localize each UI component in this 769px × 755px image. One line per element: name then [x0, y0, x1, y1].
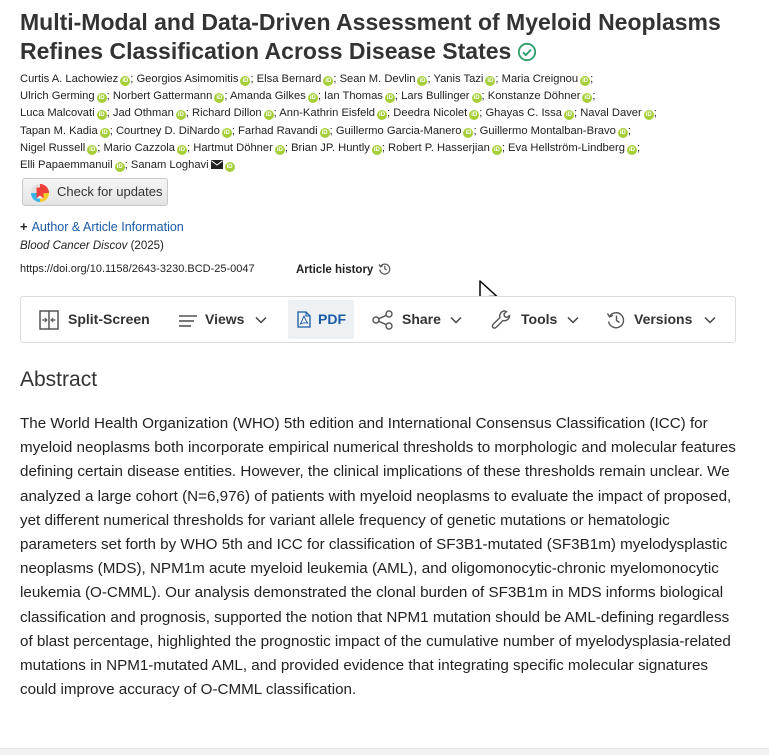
- share-dropdown[interactable]: [368, 300, 468, 339]
- views-lines-icon: [178, 314, 198, 328]
- share-icon: [372, 310, 394, 330]
- article-history-label: Article history: [296, 264, 374, 276]
- author-link[interactable]: Georgios Asimomitis iD: [136, 73, 249, 85]
- orcid-icon[interactable]: iD: [373, 146, 380, 153]
- author-link[interactable]: Guillermo Garcia-Manero iD: [335, 124, 472, 137]
- pdf-button[interactable]: [288, 300, 354, 339]
- orcid-icon[interactable]: iD: [379, 112, 386, 119]
- tools-dropdown[interactable]: [489, 300, 584, 339]
- orcid-icon[interactable]: iD: [216, 95, 223, 102]
- author-link[interactable]: Courtney D. DiNardo iD: [115, 124, 230, 137]
- orcid-icon[interactable]: iD: [386, 95, 393, 102]
- chevron-down-icon: [450, 316, 462, 324]
- orcid-icon[interactable]: iD: [628, 146, 635, 153]
- orcid-icon[interactable]: iD: [565, 112, 572, 119]
- orcid-icon[interactable]: iD: [645, 112, 652, 119]
- author-link[interactable]: Jad Othman iD: [112, 107, 184, 120]
- orcid-icon[interactable]: iD: [276, 146, 283, 153]
- author-link[interactable]: Robert P. Hasserjian iD: [388, 141, 500, 154]
- orcid-icon[interactable]: iD: [321, 129, 328, 136]
- versions-history-icon: [606, 310, 626, 330]
- views-dropdown[interactable]: [173, 300, 283, 339]
- author-link[interactable]: Brian JP. Huntly iD: [291, 141, 380, 154]
- article-history-button[interactable]: [296, 262, 391, 278]
- author-link[interactable]: Richard Dillon iD: [192, 107, 272, 120]
- author-link[interactable]: Luca Malcovati iD: [20, 107, 105, 120]
- verified-check-icon: [517, 40, 537, 69]
- author-article-info-toggle[interactable]: [20, 219, 184, 234]
- check-for-updates-button[interactable]: [22, 178, 168, 206]
- author-link[interactable]: Ann-Kathrin Eisfeld iD: [279, 107, 386, 120]
- orcid-icon[interactable]: iD: [101, 129, 108, 136]
- plus-icon: +: [20, 219, 28, 234]
- author-list: Curtis A. Lachowiez iD ; Georgios Asimomitis iD ; Elsa Bernard iD ; Sean M. Devlin iD ; Yanis Tazi iD ; Maria Creignou iD ; Ulrich Germing iD ; Norbert Gattermann iD ; Amanda Gilkes iD ; Ian Thomas iD ; Lars Bullinger iD ; Konstanze Döhner iD ; Luca Malcovati iD ; Jad Othman iD ; Richard Dillon iD ; Ann-Kathrin Eisfeld iD ; Deedra Nicolet iD ; Ghayas C. Issa iD ; Naval Daver iD ; Tapan M. Kadia iD ; Courtney D. DiNardo iD ; Farhad Ravandi iD ; Guillermo Garcia-Manero iD ; Guillermo Montalban-Bravo iD ; Nigel Russell iD ; Mario Cazzola iD ; Hartmut Döhner iD ; Brian JP. Huntly iD ; Robert P. Hasserjian iD ; Eva Hellström-Lindberg iD ; Elli Papaemmanuil iD ; Sanam Loghavi iD: [20, 71, 755, 175]
- journal-name: Blood Cancer Discov: [20, 240, 128, 252]
- author-link[interactable]: Konstanze Döhner iD: [487, 90, 591, 103]
- orcid-icon[interactable]: iD: [265, 112, 272, 119]
- split-screen-button[interactable]: [31, 300, 161, 339]
- orcid-icon[interactable]: iD: [465, 129, 472, 136]
- orcid-icon[interactable]: iD: [493, 146, 500, 153]
- orcid-icon[interactable]: iD: [116, 164, 123, 171]
- envelope-icon[interactable]: [211, 158, 223, 175]
- author-link[interactable]: Maria Creignou iD: [501, 73, 589, 85]
- crossmark-icon: [30, 183, 50, 212]
- doi-link[interactable]: [20, 263, 255, 275]
- orcid-icon[interactable]: iD: [122, 78, 129, 84]
- orcid-icon[interactable]: iD: [584, 95, 591, 102]
- journal-year: (2025): [130, 240, 164, 252]
- article-title-text: Multi-Modal and Data-Driven Assessment of Myeloid Neoplasms Refines Classification Across Disease States: [20, 9, 721, 64]
- orcid-icon[interactable]: iD: [473, 95, 480, 102]
- orcid-icon[interactable]: iD: [325, 78, 332, 84]
- orcid-icon[interactable]: iD: [309, 95, 316, 102]
- orcid-icon[interactable]: iD: [226, 164, 233, 171]
- pdf-file-icon: [297, 311, 311, 328]
- versions-dropdown[interactable]: [604, 300, 722, 339]
- versions-label: Versions: [634, 311, 693, 327]
- orcid-icon[interactable]: iD: [177, 112, 184, 119]
- author-link[interactable]: Elsa Bernard iD: [256, 73, 332, 85]
- orcid-icon[interactable]: iD: [242, 78, 249, 84]
- author-link[interactable]: Tapan M. Kadia iD: [20, 124, 108, 137]
- share-label: Share: [402, 311, 441, 327]
- article-title: [20, 8, 750, 69]
- author-link[interactable]: Sean M. Devlin iD: [339, 73, 426, 85]
- author-link[interactable]: Guillermo Montalban-Bravo iD: [479, 124, 626, 137]
- chevron-down-icon: [704, 316, 716, 324]
- author-link[interactable]: Norbert Gattermann iD: [112, 90, 223, 103]
- author-link[interactable]: Sanam Loghavi iD: [131, 159, 235, 171]
- author-link[interactable]: Yanis Tazi iD: [433, 73, 494, 85]
- abstract-heading: Abstract: [20, 368, 98, 391]
- author-link[interactable]: Deedra Nicolet iD: [393, 107, 478, 120]
- split-screen-label: Split-Screen: [68, 311, 150, 327]
- author-link[interactable]: Ulrich Germing iD: [20, 90, 105, 103]
- pdf-label: PDF: [318, 311, 346, 327]
- orcid-icon[interactable]: iD: [98, 95, 105, 102]
- author-link[interactable]: Nigel Russell iD: [20, 141, 96, 154]
- chevron-down-icon: [567, 316, 579, 324]
- author-link[interactable]: Farhad Ravandi iD: [238, 124, 328, 137]
- author-link[interactable]: Ian Thomas iD: [324, 90, 393, 103]
- wrench-icon: [491, 309, 513, 331]
- orcid-icon[interactable]: iD: [582, 78, 589, 84]
- views-label: Views: [205, 311, 245, 327]
- orcid-icon[interactable]: iD: [179, 146, 186, 153]
- doi-text[interactable]: https://doi.org/10.1158/2643-3230.BCD-25-0047: [20, 263, 255, 275]
- orcid-icon[interactable]: iD: [89, 146, 96, 153]
- page-bottom-divider: [0, 748, 769, 755]
- article-toolbar: [20, 296, 736, 343]
- abstract-body: The World Health Organization (WHO) 5th edition and International Consensus Classification (ICC) for myeloid neoplasms both incorporate empirical numerical thresholds to morphologic and molecular features defining certain disease entities. However, the clinical implications of these thresholds remain unclear. We analyzed a large cohort (N=6,976) of patients with myeloid neoplasms to evaluate the impact of proposed, yet different numerical thresholds for variant allele frequency of genetic mutations or hematologic parameters set forth by WHO 5th and ICC for classification of SF3B1-mutated (SF3B1m) myelodysplastic neoplasms (MDS), NPM1m acute myeloid leukemia (AML), and oligomonocytic-chronic myelomonocytic leukemia (O-CMML). Our analysis demonstrated the clonal burden of SF3B1m in MDS informs biological classification and prognosis, supported the notion that NPM1 mutation should be AML-defining regardless of blast percentage, highlighted the prognostic impact of the cumulative number of myelodysplasia-related mutations in NPM1-mutated AML, and provided evidence that integrating specific molecular signatures could improve accuracy of O-CMML classification.: [20, 415, 736, 699]
- journal-citation: [20, 240, 164, 252]
- tools-label: Tools: [521, 311, 558, 327]
- orcid-icon[interactable]: iD: [98, 112, 105, 119]
- orcid-icon[interactable]: iD: [619, 129, 626, 136]
- author-link[interactable]: Eva Hellström-Lindberg iD: [508, 141, 635, 154]
- author-link[interactable]: Naval Daver iD: [580, 107, 652, 120]
- author-article-info-label: Author & Article Information: [31, 220, 184, 234]
- author-link[interactable]: Elli Papaemmanuil iD: [20, 159, 123, 172]
- author-link[interactable]: Hartmut Döhner iD: [193, 141, 283, 154]
- orcid-icon[interactable]: iD: [223, 129, 230, 136]
- author-link[interactable]: Amanda Gilkes iD: [229, 90, 316, 103]
- author-link[interactable]: Curtis A. Lachowiez iD: [20, 73, 129, 85]
- author-link[interactable]: Mario Cazzola iD: [103, 141, 186, 154]
- check-for-updates-label: Check for updates: [57, 184, 163, 199]
- history-clock-icon: [378, 262, 391, 278]
- split-screen-icon: [39, 310, 59, 330]
- orcid-icon[interactable]: iD: [419, 78, 426, 84]
- author-link[interactable]: Lars Bullinger iD: [401, 90, 480, 103]
- orcid-icon[interactable]: iD: [471, 112, 478, 119]
- chevron-down-icon: [255, 316, 267, 324]
- author-link[interactable]: Ghayas C. Issa iD: [485, 107, 572, 120]
- orcid-icon[interactable]: iD: [487, 78, 494, 84]
